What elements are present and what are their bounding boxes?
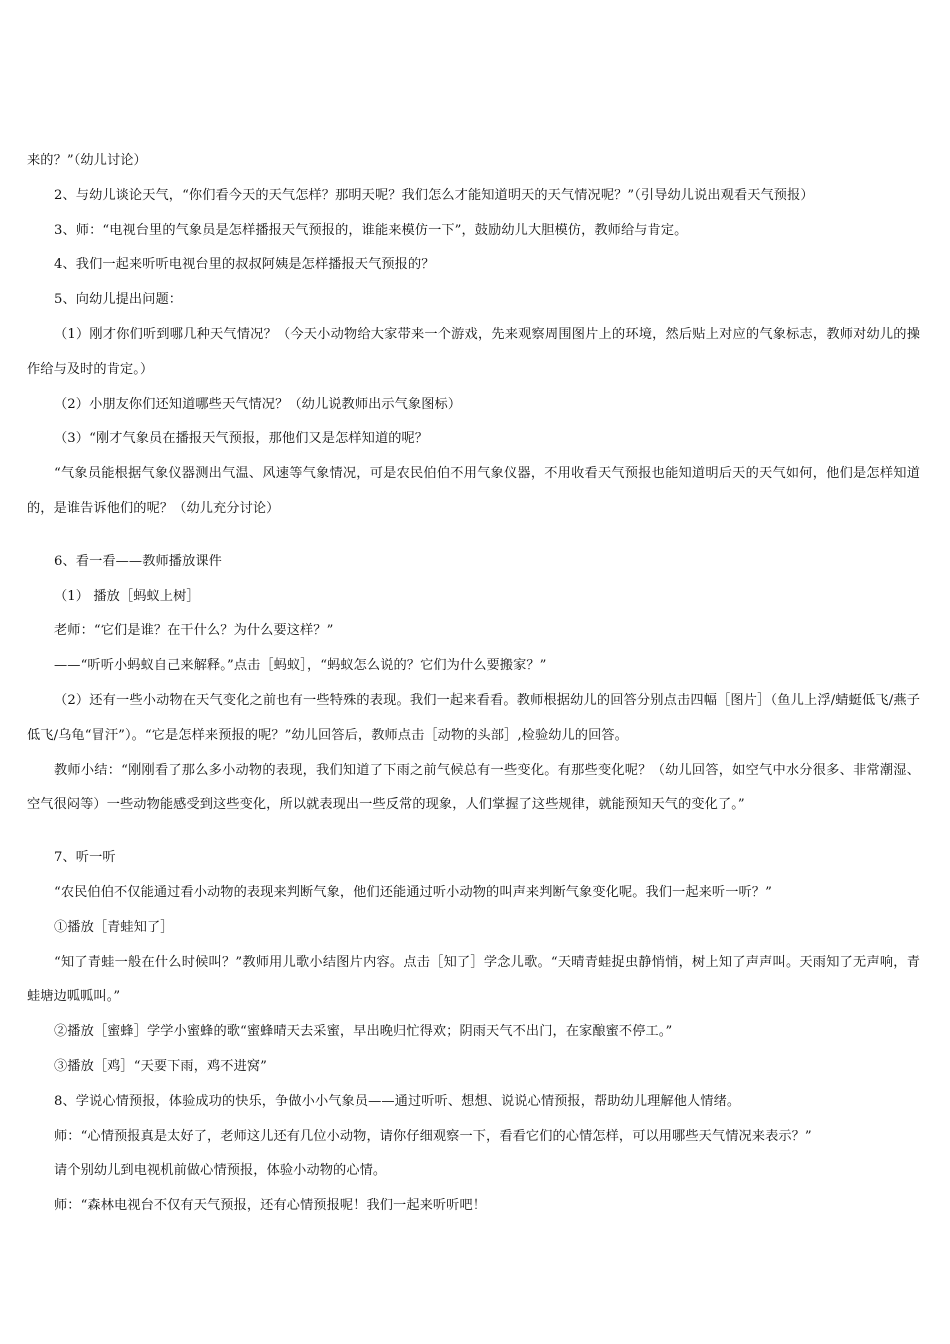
paragraph-18: ①播放［青蛙知了］ xyxy=(54,919,174,935)
paragraph-6: （1）刚才你们听到哪几种天气情况？（今天小动物给大家带来一个游戏，先来观察周围图片上的环境，然后贴上对应的气象标志，教师对幼儿的操作给与及时的肯定。） xyxy=(27,326,920,377)
paragraph-2: 2、与幼儿谈论天气，“你们看今天的天气怎样？那明天呢？我们怎么才能知道明天的天气情况呢？”（引导幼儿说出观看天气预报） xyxy=(54,187,814,203)
paragraph-7: （2）小朋友你们还知道哪些天气情况？（幼儿说教师出示气象图标） xyxy=(54,396,462,412)
section-gap xyxy=(27,527,920,545)
section-gap xyxy=(27,823,920,841)
document-page xyxy=(27,144,920,1224)
paragraph-14: （2）还有一些小动物在天气变化之前也有一些特殊的表现。我们一起来看看。教师根据幼儿的回答分别点击四幅［图片］（鱼儿上浮/蜻蜓低飞/燕子低飞/乌龟“冒汗”）。“它是怎样来预报的呢？”幼儿回答后，教师点击［动物的头部］,检验幼儿的回答。 xyxy=(27,692,920,743)
paragraph-8: （3）“刚才气象员在播报天气预报，那他们又是怎样知道的呢？ xyxy=(54,431,429,447)
paragraph-11: （1） 播放［蚂蚁上树］ xyxy=(54,588,200,604)
paragraph-10: 6、看一看——教师播放课件 xyxy=(54,553,222,569)
paragraph-25: 师：“森林电视台不仅有天气预报，还有心情预报呢！我们一起来听听吧！ xyxy=(54,1198,487,1214)
paragraph-23: 师：“心情预报真是太好了，老师这儿还有几位小动物，请你仔细观察一下，看看它们的心情怎样，可以用哪些天气情况来表示？” xyxy=(54,1128,812,1144)
paragraph-20: ②播放［蜜蜂］学学小蜜蜂的歌“蜜蜂晴天去采蜜，早出晚归忙得欢；阴雨天气不出门，在家酿蜜不停工。” xyxy=(54,1024,673,1040)
paragraph-22: 8、学说心情预报，体验成功的快乐，争做小小气象员——通过听听、想想、说说心情预报，帮助幼儿理解他人情绪。 xyxy=(54,1093,741,1109)
paragraph-16: 7、听一听 xyxy=(54,850,116,866)
paragraph-9: “气象员能根据气象仪器测出气温、风速等气象情况，可是农民伯伯不用气象仪器，不用收看天气预报也能知道明后天的天气如何，他们是怎样知道的，是谁告诉他们的呢？（幼儿充分讨论） xyxy=(27,466,920,516)
paragraph-21: ③播放［鸡］“天要下雨，鸡不进窝” xyxy=(54,1058,267,1074)
paragraph-24: 请个别幼儿到电视机前做心情预报，体验小动物的心情。 xyxy=(54,1163,387,1179)
paragraph-5: 5、向幼儿提出问题： xyxy=(54,292,183,308)
paragraph-4: 4、我们一起来听听电视台里的叔叔阿姨是怎样播报天气预报的？ xyxy=(54,257,435,273)
paragraph-1: 来的？”（幼儿讨论） xyxy=(27,153,147,168)
paragraph-13: ——“听听小蚂蚁自己来解释。”点击［蚂蚁］，“蚂蚁怎么说的？它们为什么要搬家？” xyxy=(54,658,547,674)
paragraph-3: 3、师：“电视台里的气象员是怎样播报天气预报的，谁能来模仿一下”，鼓励幼儿大胆模仿，教师给与肯定。 xyxy=(54,222,688,238)
paragraph-17: “农民伯伯不仅能通过看小动物的表现来判断气象，他们还能通过听小动物的叫声来判断气象变化呢。我们一起来听一听？” xyxy=(54,884,772,900)
paragraph-12: 老师：“它们是谁？在干什么？为什么要这样？” xyxy=(54,623,334,639)
paragraph-15: 教师小结：“刚刚看了那么多小动物的表现，我们知道了下雨之前气候总有一些变化。有那些变化呢？（幼儿回答，如空气中水分很多、非常潮湿、空气很闷等）一些动物能感受到这些变化，所以就表现出一些反常的现象，人们掌握了这些规律，就能预知天气的变化了。” xyxy=(27,762,920,813)
paragraph-19: “知了青蛙一般在什么时候叫？”教师用儿歌小结图片内容。点击［知了］学念儿歌。“天晴青蛙捉虫静悄悄，树上知了声声叫。天雨知了无声响，青蛙塘边呱呱叫。” xyxy=(27,954,920,1005)
